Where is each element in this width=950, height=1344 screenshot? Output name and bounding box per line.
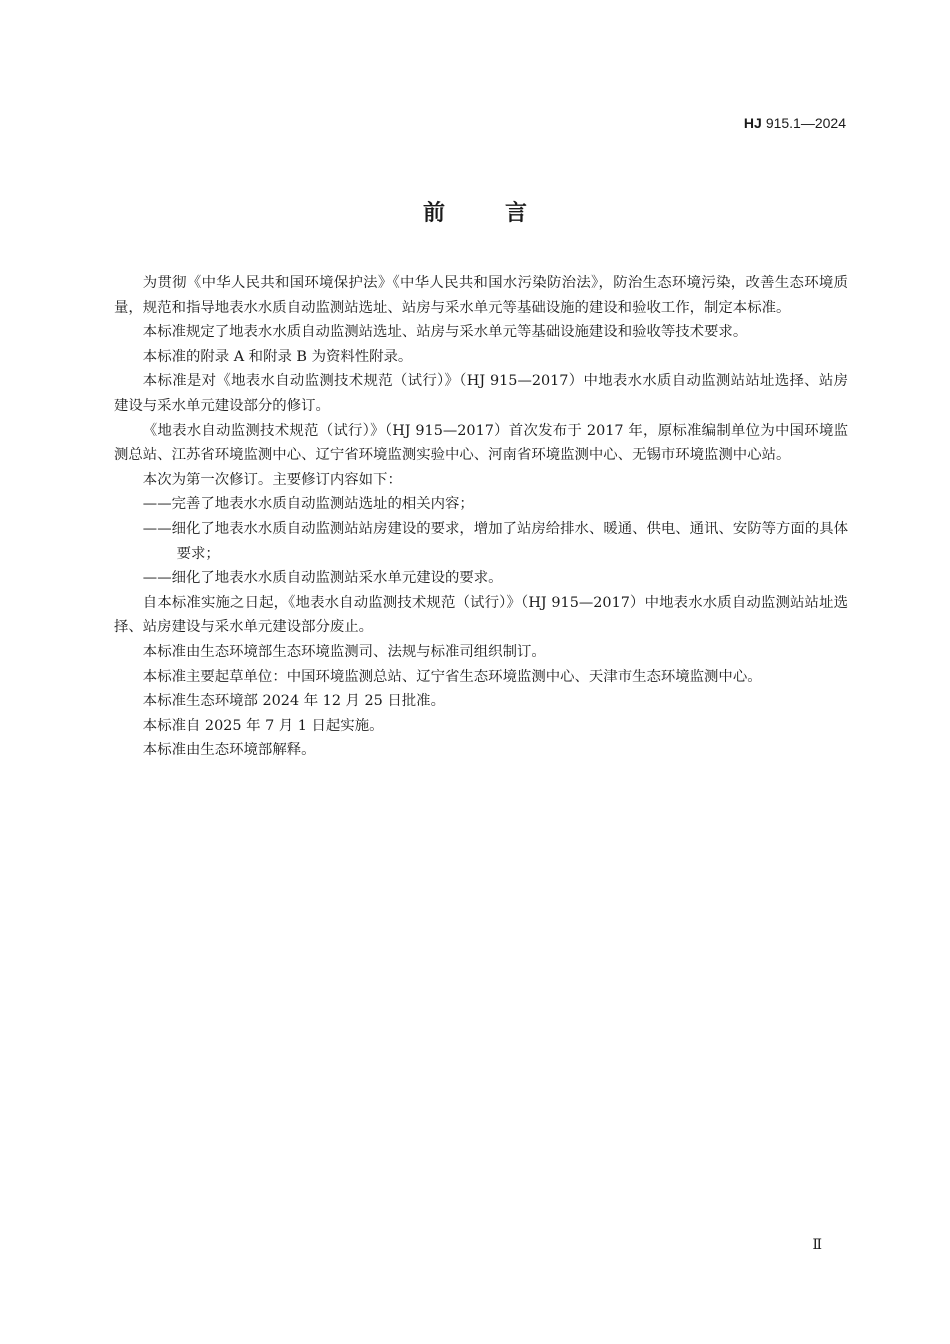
standard-prefix: HJ: [743, 115, 762, 131]
standard-code: 915.1—2024: [765, 115, 846, 131]
standard-number: [744, 115, 846, 131]
paragraph-appendix: 本标准的附录 A 和附录 B 为资料性附录。: [142, 348, 413, 365]
paragraph-scope: 本标准规定了地表水水质自动监测站选址、站房与采水单元等基础设施建设和验收等技术要求。: [142, 324, 748, 341]
paragraph-interpretation: 本标准由生态环境部解释。: [142, 742, 316, 759]
foreword-body: [114, 271, 848, 763]
paragraph-drafters: 本标准主要起草单位：中国环境监测总站、辽宁省生态环境监测中心、天津市生态环境监测中心。: [142, 668, 762, 685]
page-title: 前言: [422, 201, 587, 226]
paragraph-revision-basis: 本标准是对《地表水自动监测技术规范（试行）》（HJ 915—2017）中地表水水质自动监测站站址选择、站房建设与采水单元建设部分的修订。: [114, 373, 848, 414]
list-item-revision-2: ——细化了地表水水质自动监测站站房建设的要求，增加了站房给排水、暖通、供电、通讯、安防等方面的具体要求；: [142, 520, 848, 562]
paragraph-revision-intro: 本次为第一次修订。主要修订内容如下：: [142, 471, 402, 488]
page-number: Ⅱ: [812, 1237, 822, 1253]
list-item-revision-3: ——细化了地表水水质自动监测站采水单元建设的要求。: [142, 570, 503, 587]
paragraph-abolition: 自本标准实施之日起，《地表水自动监测技术规范（试行）》（HJ 915—2017）中地表水水质自动监测站站址选择、站房建设与采水单元建设部分废止。: [114, 594, 848, 636]
paragraph-approval: 本标准生态环境部 2024 年 12 月 25 日批准。: [142, 693, 445, 710]
paragraph-purpose: 为贯彻《中华人民共和国环境保护法》《中华人民共和国水污染防治法》，防治生态环境污染，改善生态环境质量，规范和指导地表水水质自动监测站选址、站房与采水单元等基础设施的建设和验收工作，制定本标准。: [114, 275, 848, 316]
list-item-revision-1: ——完善了地表水水质自动监测站选址的相关内容；: [142, 496, 474, 513]
paragraph-organizer: 本标准由生态环境部生态环境监测司、法规与标准司组织制订。: [142, 643, 546, 660]
paragraph-history: 《地表水自动监测技术规范（试行）》（HJ 915—2017）首次发布于 2017 年，原标准编制单位为中国环境监测总站、江苏省环境监测中心、辽宁省环境监测实验中心、河南省环境监测中心、无锡市环境监测中心站。: [114, 422, 848, 464]
paragraph-effective-date: 本标准自 2025 年 7 月 1 日起实施。: [142, 717, 384, 734]
